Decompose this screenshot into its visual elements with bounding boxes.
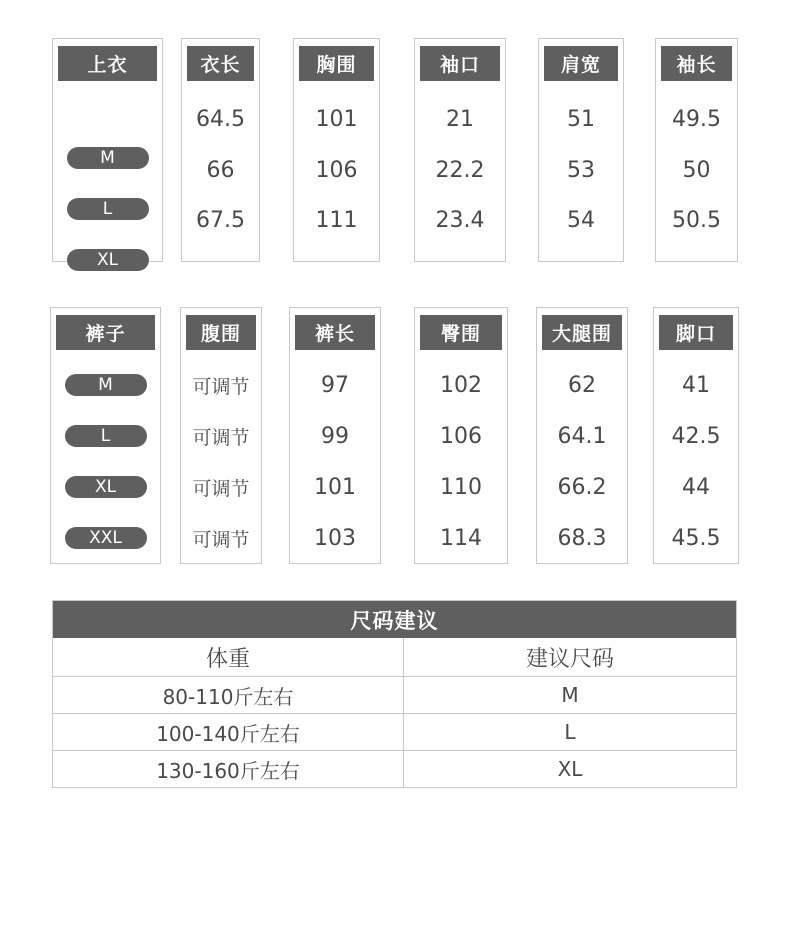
tops-col-0-header: 上衣 [58, 46, 157, 81]
tops-col-5-header: 袖长 [661, 46, 732, 81]
size-pill: L [67, 198, 149, 220]
value-cell: 97 [321, 372, 349, 398]
value-cell: 42.5 [671, 423, 721, 449]
pants-col-4-header: 大腿围 [542, 315, 622, 350]
value-cell: 66.2 [557, 474, 607, 500]
pants-col-5-header: 脚口 [659, 315, 733, 350]
value-cell: 可调节 [192, 477, 250, 500]
value-cell: 68.3 [557, 525, 607, 551]
value-cell: 21 [446, 106, 474, 132]
size-cell [51, 370, 160, 400]
value-cell: 49.5 [672, 106, 721, 132]
value-cell: 66 [206, 157, 235, 183]
value-cell: 62 [568, 372, 596, 398]
tops-col-2 [293, 38, 380, 262]
value-cell: 53 [567, 157, 595, 183]
size-pill: M [65, 374, 147, 396]
table-row [53, 750, 736, 787]
weight-cell: 100-140斤左右 [156, 721, 300, 746]
value-cell: 51 [567, 106, 595, 132]
tops-col-4 [538, 38, 624, 262]
value-cell: 99 [321, 423, 349, 449]
size-pill: L [65, 425, 147, 447]
size-cell [53, 245, 162, 275]
value-cell: 103 [314, 525, 356, 551]
value-cell: 110 [440, 474, 482, 500]
value-cell: 44 [682, 474, 710, 500]
pants-col-4 [536, 307, 628, 564]
pants-col-1-header: 腹围 [186, 315, 256, 350]
value-cell: 45.5 [671, 525, 721, 551]
value-cell: 可调节 [192, 375, 250, 398]
size-advice-title: 尺码建议 [53, 601, 736, 638]
size-cell: L [403, 714, 736, 750]
tops-col-3 [414, 38, 506, 262]
value-cell: 114 [440, 525, 482, 551]
pants-col-2-header: 裤长 [295, 315, 375, 350]
weight-cell: 80-110斤左右 [162, 684, 294, 709]
value-cell: 102 [440, 372, 482, 398]
value-cell: 101 [314, 474, 356, 500]
pants-col-0-header: 裤子 [56, 315, 155, 350]
value-cell: 101 [315, 106, 358, 132]
pants-col-2 [289, 307, 381, 564]
value-cell: 可调节 [192, 426, 250, 449]
value-cell: 64.1 [557, 423, 607, 449]
size-cell: M [403, 677, 736, 713]
pants-col-5 [653, 307, 739, 564]
value-cell: 54 [567, 207, 595, 233]
pants-col-1 [180, 307, 262, 564]
pants-col-3 [414, 307, 508, 564]
tops-col-0 [52, 38, 163, 270]
size-cell [53, 194, 162, 224]
size-cell [51, 421, 160, 451]
size-advice-header-row [53, 638, 736, 676]
value-cell: 64.5 [196, 106, 245, 132]
value-cell: 50.5 [672, 207, 721, 233]
value-cell: 可调节 [192, 528, 250, 551]
value-cell: 111 [315, 207, 358, 233]
recommended-size-header: 建议尺码 [403, 638, 736, 676]
size-pill: XL [65, 476, 147, 498]
value-cell: 22.2 [435, 157, 485, 183]
value-cell: 106 [440, 423, 482, 449]
size-pill: M [67, 147, 149, 169]
size-pill: XXL [65, 527, 147, 549]
table-row [53, 713, 736, 750]
tops-col-3-header: 袖口 [420, 46, 500, 81]
tops-col-1-header: 衣长 [187, 46, 254, 81]
value-cell: 23.4 [435, 207, 485, 233]
pants-col-0 [50, 307, 161, 564]
size-pill: XL [67, 249, 149, 271]
pants-col-3-header: 臀围 [420, 315, 502, 350]
value-cell: 106 [315, 157, 358, 183]
value-cell: 50 [682, 157, 711, 183]
tops-col-5 [655, 38, 738, 262]
tops-col-1 [181, 38, 260, 262]
size-cell: XL [403, 751, 736, 787]
weight-cell: 130-160斤左右 [156, 758, 300, 783]
size-advice-table [52, 600, 737, 788]
size-cell [53, 143, 162, 173]
weight-header: 体重 [205, 646, 250, 672]
size-cell [51, 472, 160, 502]
table-row [53, 676, 736, 713]
value-cell: 41 [682, 372, 710, 398]
value-cell: 67.5 [196, 207, 245, 233]
tops-col-2-header: 胸围 [299, 46, 374, 81]
size-cell [51, 523, 160, 553]
tops-col-4-header: 肩宽 [544, 46, 618, 81]
